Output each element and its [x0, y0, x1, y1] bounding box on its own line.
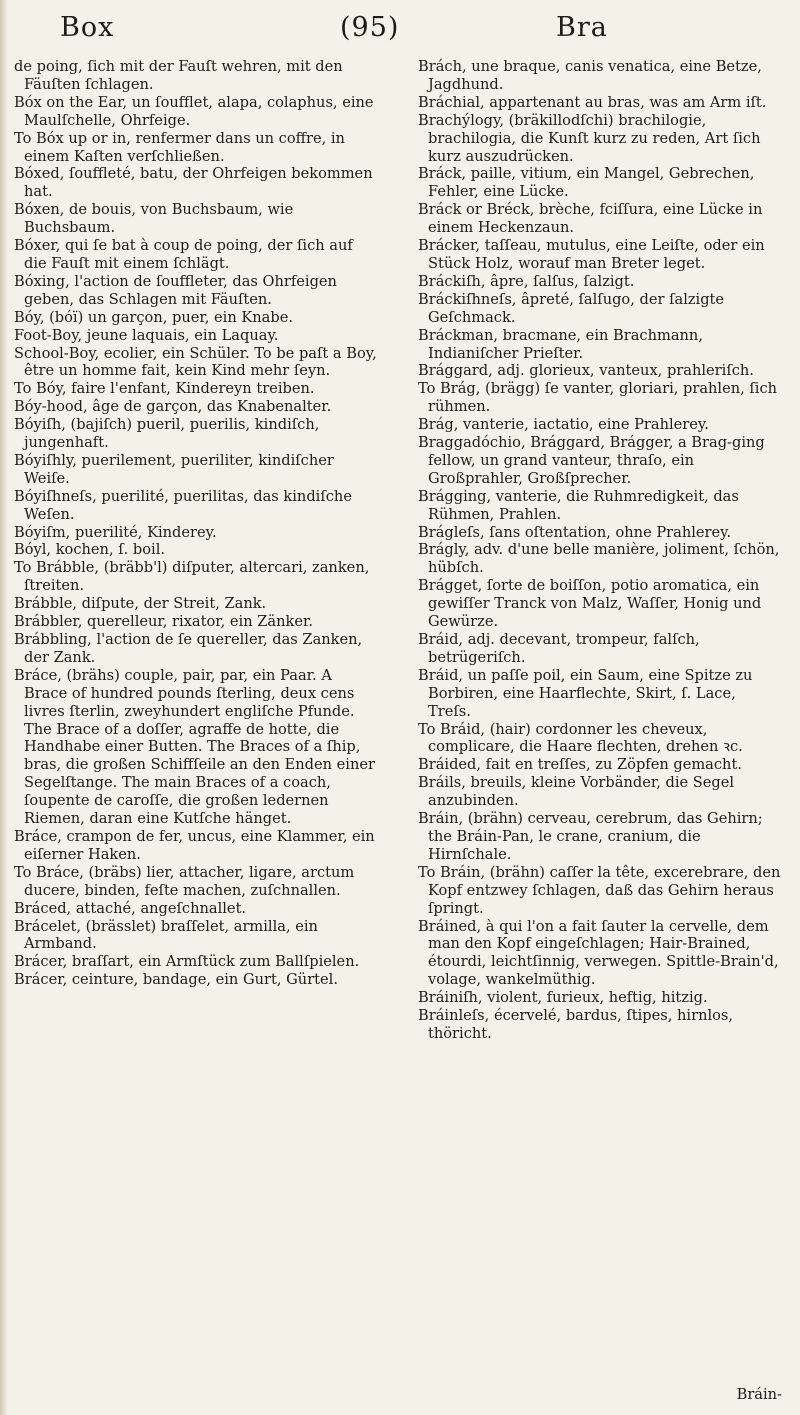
dictionary-entry: To Brábble, (bräbb'l) diſputer, altercari, zanken, ſtreiten.	[14, 559, 370, 595]
dictionary-entry: To Bráin, (brähn) caſſer la tête, excerebrare, den Kopf entzwey ſchlagen, daß das Gehirn heraus ſpringt.	[418, 863, 781, 917]
dictionary-entry: de poing, ſich mit der Fauſt wehren, mit den Fäuſten ſchlagen.	[14, 58, 343, 93]
dictionary-entry: Brággard, adj. glorieux, vanteux, prahleriſch.	[418, 362, 754, 380]
dictionary-entry: Brágleſs, ſans oſtentation, ohne Prahlerey.	[418, 523, 732, 541]
dictionary-entry: To Bóx up or in, renfermer dans un coffre, in einem Kaſten verſchließen.	[14, 129, 345, 165]
dictionary-entry: Bráce, crampon de fer, uncus, eine Klammer, ein eiſerner Haken.	[14, 827, 375, 863]
dictionary-entry: Brácker, taſſeau, mutulus, eine Leiſte, oder ein Stück Holz, worauf man Breter leget.	[418, 237, 765, 272]
dictionary-entry: Foot-Boy, jeune laquais, ein Laquay.	[14, 326, 279, 344]
dictionary-entry: Bóyiſm, puerilité, Kinderey.	[14, 523, 217, 541]
dictionary-entry: Bráin, (brähn) cerveau, cerebrum, das Gehirn; the Bráin-Pan, le crane, cranium, die Hirnſchale.	[418, 810, 763, 863]
right-column	[418, 58, 783, 1043]
dictionary-entry: Brábbling, l'action de ſe quereller, das Zanken, der Zank.	[14, 631, 363, 666]
header-page-number: (95)	[340, 12, 400, 43]
dictionary-entry: Brácer, braſſart, ein Armſtück zum Ballſpielen.	[14, 953, 360, 971]
dictionary-entry: Bráinleſs, écervelé, bardus, ſtipes, hirnlos, thöricht.	[418, 1007, 734, 1042]
dictionary-entry: Bóyiſhly, puerilement, pueriliter, kindiſcher Weiſe.	[14, 451, 334, 487]
dictionary-entry: Bráiniſh, violent, furieux, heftig, hitzig.	[418, 989, 708, 1007]
dictionary-entry: Bráck or Bréck, brèche, fciſſura, eine Lücke in einem Heckenzaun.	[418, 201, 763, 237]
page-header	[0, 12, 800, 52]
dictionary-entry: Bráce, (brähs) couple, pair, par, ein Paar. A Brace of hundred pounds ſterling, deux cens livres ſterlin, zweyhundert engliſche Pfunde. The Brace of a doſſer, agraffe de hotte, die Handhabe einer Butten. The Braces of a ſhip, bras, die großen Schiffſeile an den Enden einer Segelſtange. The main Braces of a coach, ſoupente de caroſſe, die großen ledernen Riemen, daran eine Kutſche hänget.	[14, 666, 375, 828]
dictionary-entry: To Bráid, (hair) cordonner les cheveux, complicare, die Haare flechten, drehen ꝛc.	[418, 720, 743, 756]
page-gutter-shadow	[0, 0, 8, 1415]
dictionary-entry: Brágly, adv. d'une belle manière, joliment, ſchön, hübſch.	[418, 541, 780, 577]
dictionary-entry: Bóy, (bóï) un garçon, puer, ein Knabe.	[14, 308, 293, 326]
dictionary-entry: Brachýlogy, (bräkillodſchi) brachilogie, brachilogia, die Kunſt kurz zu reden, Art ſich kurz auszudrücken.	[418, 111, 761, 165]
dictionary-entry: Bóyiſh, (bajiſch) pueril, puerilis, kindiſch, jungenhaft.	[14, 416, 320, 452]
dictionary-entry: Bóxed, ſouffleté, batu, der Ohrfeigen bekommen hat.	[14, 165, 373, 201]
dictionary-entry: Bráils, breuils, kleine Vorbänder, die Segel anzubinden.	[418, 774, 735, 810]
dictionary-entry: Brácer, ceinture, bandage, ein Gurt, Gürtel.	[14, 971, 338, 989]
dictionary-entry: Bóyl, kochen, ſ. boil.	[14, 541, 165, 559]
dictionary-entry: Brágget, ſorte de boiſſon, potio aromatica, ein gewiſſer Tranck von Malz, Waſſer, Honig und Gewürze.	[418, 577, 762, 631]
dictionary-entry: Braggadóchio, Brággard, Brágger, a Brag-ging fellow, un grand vanteur, thraſo, ein Großprahler, Großſprecher.	[418, 434, 765, 487]
dictionary-entry: Bráckiſhneſs, âpreté, ſalſugo, der ſalzigte Geſchmack.	[418, 290, 725, 326]
dictionary-entry: Brábble, diſpute, der Streit, Zank.	[14, 595, 267, 613]
header-guide-word-left: Box	[60, 12, 115, 43]
dictionary-entry: Bráined, à qui l'on a fait ſauter la cervelle, dem man den Kopf eingeſchlagen; Hair-Brained, étourdi, leichtſinnig, verwegen. Spittle-Brain'd, volage, wankelmüthig.	[418, 917, 779, 989]
dictionary-entry: To Bráce, (bräbs) lier, attacher, ligare, arctum ducere, binden, feſte machen, zuſchnallen.	[14, 863, 355, 899]
dictionary-entry: Bóyiſhneſs, puerilité, puerilitas, das kindiſche Weſen.	[14, 487, 352, 523]
catchword: Bráin-	[736, 1386, 782, 1403]
dictionary-entry: Bráid, adj. decevant, trompeur, falſch, betrügeriſch.	[418, 631, 700, 666]
dictionary-entry: Bráckman, bracmane, ein Brachmann, Indianiſcher Prieſter.	[418, 326, 703, 362]
dictionary-entry: Brách, une braque, canis venatica, eine Betze, Jagdhund.	[418, 58, 762, 93]
dictionary-entry: School-Boy, ecolier, ein Schüler. To be paſt a Boy, être un homme fait, kein Kind mehr ſeyn.	[14, 344, 377, 380]
dictionary-entry: Brácelet, (brässlet) braſſelet, armilla, ein Armband.	[14, 917, 318, 953]
dictionary-entry: Bráided, fait en treſſes, zu Zöpfen gemacht.	[418, 756, 742, 774]
dictionary-entry: Bóxen, de bouis, von Buchsbaum, wie Buchsbaum.	[14, 201, 294, 237]
dictionary-entry: To Bóy, faire l'enfant, Kindereyn treiben.	[14, 380, 315, 398]
dictionary-entry: Bóxing, l'action de ſouffleter, das Ohrfeigen geben, das Schlagen mit Fäuſten.	[14, 272, 337, 308]
dictionary-entry: Brábbler, querelleur, rixator, ein Zänker.	[14, 613, 313, 631]
dictionary-entry: Bóxer, qui ſe bat à coup de poing, der ſich auf die Fauſt mit einem ſchlägt.	[14, 237, 353, 272]
left-column	[14, 58, 379, 989]
dictionary-entry: To Brág, (brägg) ſe vanter, gloriari, prahlen, ſich rühmen.	[418, 380, 778, 416]
dictionary-entry: Bráckiſh, âpre, ſalſus, ſalzigt.	[418, 272, 635, 290]
dictionary-entry: Brág, vanterie, iactatio, eine Prahlerey.	[418, 416, 709, 434]
header-guide-word-right: Bra	[556, 12, 608, 43]
dictionary-entry: Brágging, vanterie, die Ruhmredigkeit, das Rühmen, Prahlen.	[418, 487, 739, 523]
dictionary-entry: Bóy-hood, âge de garçon, das Knabenalter.	[14, 398, 332, 416]
dictionary-entry: Bráced, attaché, angeſchnallet.	[14, 899, 247, 917]
dictionary-entry: Bráchial, appartenant au bras, was am Arm iſt.	[418, 93, 767, 111]
dictionary-entry: Bóx on the Ear, un ſoufflet, alapa, colaphus, eine Maulſchelle, Ohrfeige.	[14, 93, 374, 129]
dictionary-entry: Bráck, paille, vitium, ein Mangel, Gebrechen, Fehler, eine Lücke.	[418, 165, 755, 201]
dictionary-entry: Bráid, un paſſe poil, ein Saum, eine Spitze zu Borbiren, eine Haarflechte, Skirt, ſ. Lace, Treſs.	[418, 666, 753, 720]
